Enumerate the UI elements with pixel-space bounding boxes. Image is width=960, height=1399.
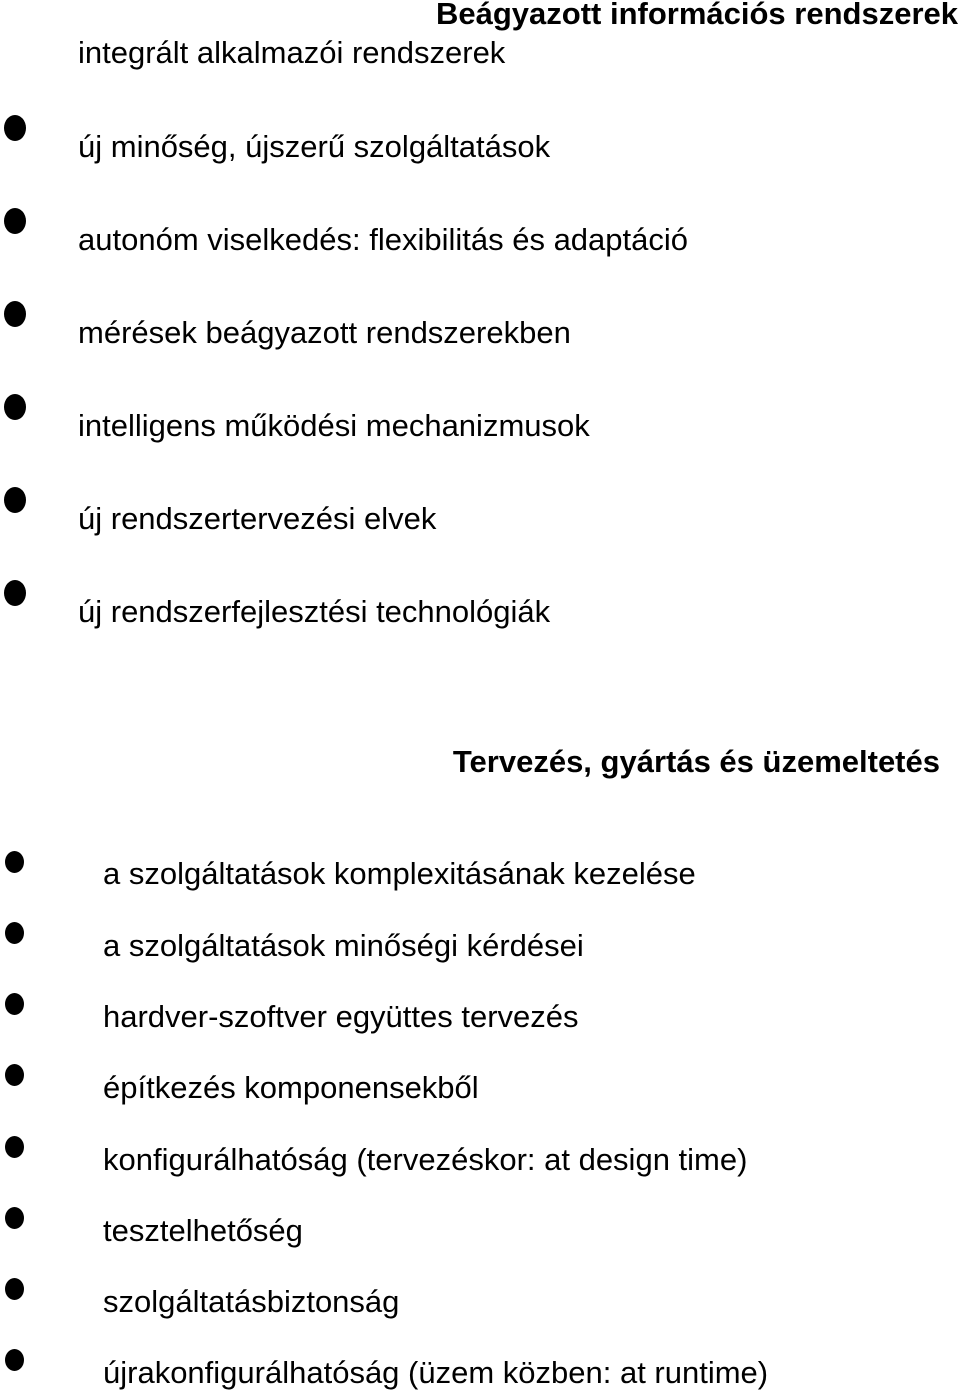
list-item: új minőség, újszerű szolgáltatások (78, 129, 551, 164)
bullet-icon (5, 922, 24, 944)
list-item: hardver-szoftver együttes tervezés (103, 999, 579, 1034)
bullet-icon (5, 1278, 24, 1300)
list-item: a szolgáltatások komplexitásának kezelése (103, 856, 696, 891)
list-item: a szolgáltatások minőségi kérdései (103, 928, 584, 963)
bullet-icon (5, 993, 24, 1015)
bullet-icon (4, 487, 26, 513)
bullet-icon (5, 1207, 24, 1229)
bullet-icon (4, 115, 26, 141)
bullet-icon (4, 301, 26, 327)
section-1-title: Beágyazott információs rendszerek (435, 0, 958, 31)
bullet-icon (4, 208, 26, 234)
list-item: konfigurálhatóság (tervezéskor: at design time) (103, 1142, 748, 1177)
bullet-icon (5, 1349, 24, 1371)
bullet-icon (5, 1136, 24, 1158)
list-item: új rendszertervezési elvek (78, 501, 437, 536)
bullet-icon (5, 851, 24, 873)
list-item: autonóm viselkedés: flexibilitás és adaptáció (78, 222, 689, 257)
section-1-intro: integrált alkalmazói rendszerek (78, 35, 506, 70)
section-2-title: Tervezés, gyártás és üzemeltetés (452, 744, 940, 779)
list-item: tesztelhetőség (103, 1213, 303, 1248)
list-item: szolgáltatásbiztonság (103, 1284, 400, 1319)
bullet-icon (4, 580, 26, 606)
list-item: új rendszerfejlesztési technológiák (78, 594, 551, 629)
bullet-icon (5, 1064, 24, 1086)
bullet-icon (4, 394, 26, 420)
list-item: mérések beágyazott rendszerekben (78, 315, 571, 350)
list-item: építkezés komponensekből (103, 1070, 479, 1105)
list-item: intelligens működési mechanizmusok (78, 408, 590, 443)
list-item: újrakonfigurálhatóság (üzem közben: at runtime) (103, 1355, 769, 1390)
